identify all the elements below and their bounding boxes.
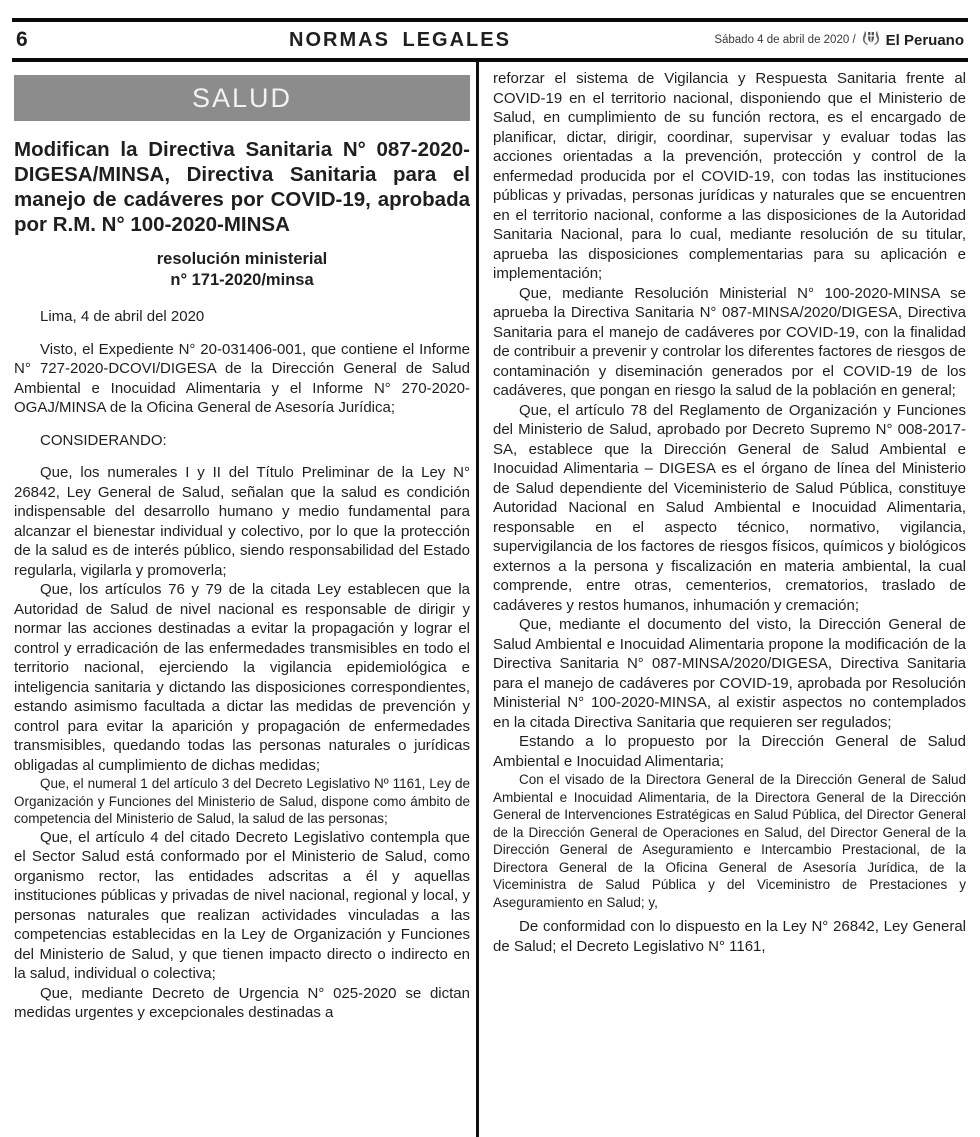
paragraph: CONSIDERANDO: xyxy=(40,431,167,449)
paragraph: Estando a lo propuesto por la Dirección General de Salud Ambiental e Inocuidad Alimentaria; xyxy=(493,733,966,770)
left-column-body xyxy=(14,307,470,1023)
paragraph: Visto, el Expediente N° 20-031406-001, que contiene el Informe N° 727-2020-DCOVI/DIGESA de la Dirección General de Salud Ambiental e Inocuidad Alimentaria y el Informe N° 270-2020-OGAJ/MINSA de la Oficina General de Asesoría Jurídica; xyxy=(14,340,470,416)
paragraph: Que, los numerales I y II del Título Preliminar de la Ley N° 26842, Ley General de Salud, señalan que la salud es condición indispensable del desarrollo humano y medio fundamental para alcanzar el bienestar individual y colectivo, por lo que la protección de la salud es de interés público, siendo responsabilidad del Estado regularla, vigilarla y promoverla; xyxy=(14,464,470,579)
paragraph: Que, mediante Resolución Ministerial N° 100-2020-MINSA se aprueba la Directiva Sanitaria N° 087-MINSA/2020/DIGESA, Directiva Sanitaria para el manejo de cadáveres por COVID-19, con la finalidad de contribuir a prevenir y controlar los diferentes factores de riesgos de contaminación y diseminación generados por el COVID-19 de los cadáveres, que pongan en riesgo la salud de la población en general; xyxy=(493,284,966,399)
resolution-heading-line2: n° 171-2020/minsa xyxy=(170,271,314,289)
paragraph: Lima, 4 de abril del 2020 xyxy=(40,308,205,325)
paragraph: Que, mediante el documento del visto, la Dirección General de Salud Ambiental e Inocuidad Alimentaria propone la modificación de la Directiva Sanitaria N° 087-MINSA/2020/DIGESA, Directiva Sanitaria para el manejo de cadáveres por COVID-19, aprobada por Resolución Ministerial N° 100-2020-MINSA, al existir aspectos no contemplados en la citada Directiva Sanitaria que requieren ser regulados; xyxy=(493,616,966,731)
paragraph: Que, los artículos 76 y 79 de la citada Ley establecen que la Autoridad de Salud de nivel nacional es responsable de dirigir y normar las acciones destinadas a evitar la propagación y lograr el control y erradicación de las enfermedades transmisibles en todo el territorio nacional, ejerciendo la vigilancia epidemiológica e inteligencia sanitaria y dictando las disposiciones correspondientes, estando asimismo facultada a dictar las medidas de prevención y control para evitar la aparición y propagación de enfermedades transmisibles, quedando todas las personas naturales o jurídicas obligadas al cumplimiento de dichas medidas; xyxy=(14,581,470,774)
paragraph: Que, el numeral 1 del artículo 3 del Decreto Legislativo Nº 1161, Ley de Organización y Funciones del Ministerio de Salud, dispone como ámbito de competencia del Ministerio de Salud, la salud de las personas; xyxy=(14,776,470,826)
article-columns xyxy=(14,62,966,1137)
paragraph: Que, el artículo 4 del citado Decreto Legislativo contempla que el Sector Salud está conformado por el Ministerio de Salud, como organismo rector, las entidades adscritas a él y aquellas instituciones públicas y privadas de nivel nacional, regional y local, y personas naturales que realizan actividades vinculadas a las competencias establecidas en la Ley de Organización y Funciones del Ministerio de Salud, y que tienen impacto directo o indirecto en la salud, individual o colectiva; xyxy=(14,828,470,982)
paragraph: reforzar el sistema de Vigilancia y Respuesta Sanitaria frente al COVID-19 en el territorio nacional, disponiendo que el Ministerio de Salud, en cumplimiento de su función rectora, es el encargado de planificar, dictar, dirigir, coordinar, supervisar y evaluar todas las acciones orientadas a la prevención, protección y control de la enfermedad producida por el COVID-19, con todas las instituciones públicas y privadas, personas jurídicas y naturales que se encuentren en el territorio nacional, conforme a las disposiciones de la Autoridad Sanitaria Nacional, para lo cual, mediante resolución de su titular, aprueba las disposiciones complementarias para su aplicación e implementación; xyxy=(493,70,966,282)
brand-el-peruano: El Peruano xyxy=(885,31,964,49)
resolution-heading-line1: resolución ministerial xyxy=(156,250,328,268)
right-column-body xyxy=(493,69,966,956)
paragraph: De conformidad con lo dispuesto en la Ley N° 26842, Ley General de Salud; el Decreto Legislativo N° 1161, xyxy=(493,918,966,955)
left-column xyxy=(14,62,476,1137)
paragraph: Con el visado de la Directora General de la Dirección General de Salud Ambiental e Inocuidad Alimentaria, de la Directora General de la Dirección General de Intervenciones Estratégicas en Salud Pública, del Director General de la Dirección General de Operaciones en Salud, del Director General de la Dirección General de Aseguramiento e Intercambio Prestacional, de la Directora General de la Oficina General de Asesoría Jurídica, de la Viceministra de Salud Pública y del Viceministro de Prestaciones y Aseguramiento en Salud; y, xyxy=(493,772,966,910)
right-column xyxy=(479,62,966,1137)
section-banner: SALUD xyxy=(14,75,470,121)
page-number: 6 xyxy=(16,28,28,51)
page-header xyxy=(12,22,968,58)
masthead-title: NORMAS LEGALES xyxy=(289,28,511,51)
masthead-right xyxy=(664,30,964,51)
article-title: Modifican la Directiva Sanitaria N° 087-2020-DIGESA/MINSA, Directiva Sanitaria para el manejo de cadáveres por COVID-19, aprobada por R.M. N° 100-2020-MINSA xyxy=(14,138,470,236)
paragraph: Que, el artículo 78 del Reglamento de Organización y Funciones del Ministerio de Salud, aprobado por Decreto Supremo N° 008-2017-SA, establece que la Dirección General de Salud Ambiental e Inocuidad Alimentaria – DIGESA es el órgano de línea del Ministerio de Salud dependiente del Viceministerio de Salud Pública, constituye Autoridad Nacional en Salud Ambiental e Inocuidad Alimentaria, responsable en el aspecto técnico, normativo, vigilancia, supervigilancia de los factores de riesgos físicos, químicos y biológicos externos a la persona y fiscalización en materia ambiental, la cual comprende, entre otras, cementerios, crematorios, traslado de cadáveres y restos humanos, inhumación y cremación; xyxy=(493,401,966,614)
peru-coat-of-arms-icon xyxy=(862,30,880,51)
resolution-heading xyxy=(14,249,470,291)
paragraph: Que, mediante Decreto de Urgencia N° 025-2020 se dictan medidas urgentes y excepcionales destinadas a xyxy=(14,984,470,1021)
issue-date: Sábado 4 de abril de 2020 / xyxy=(714,34,856,46)
